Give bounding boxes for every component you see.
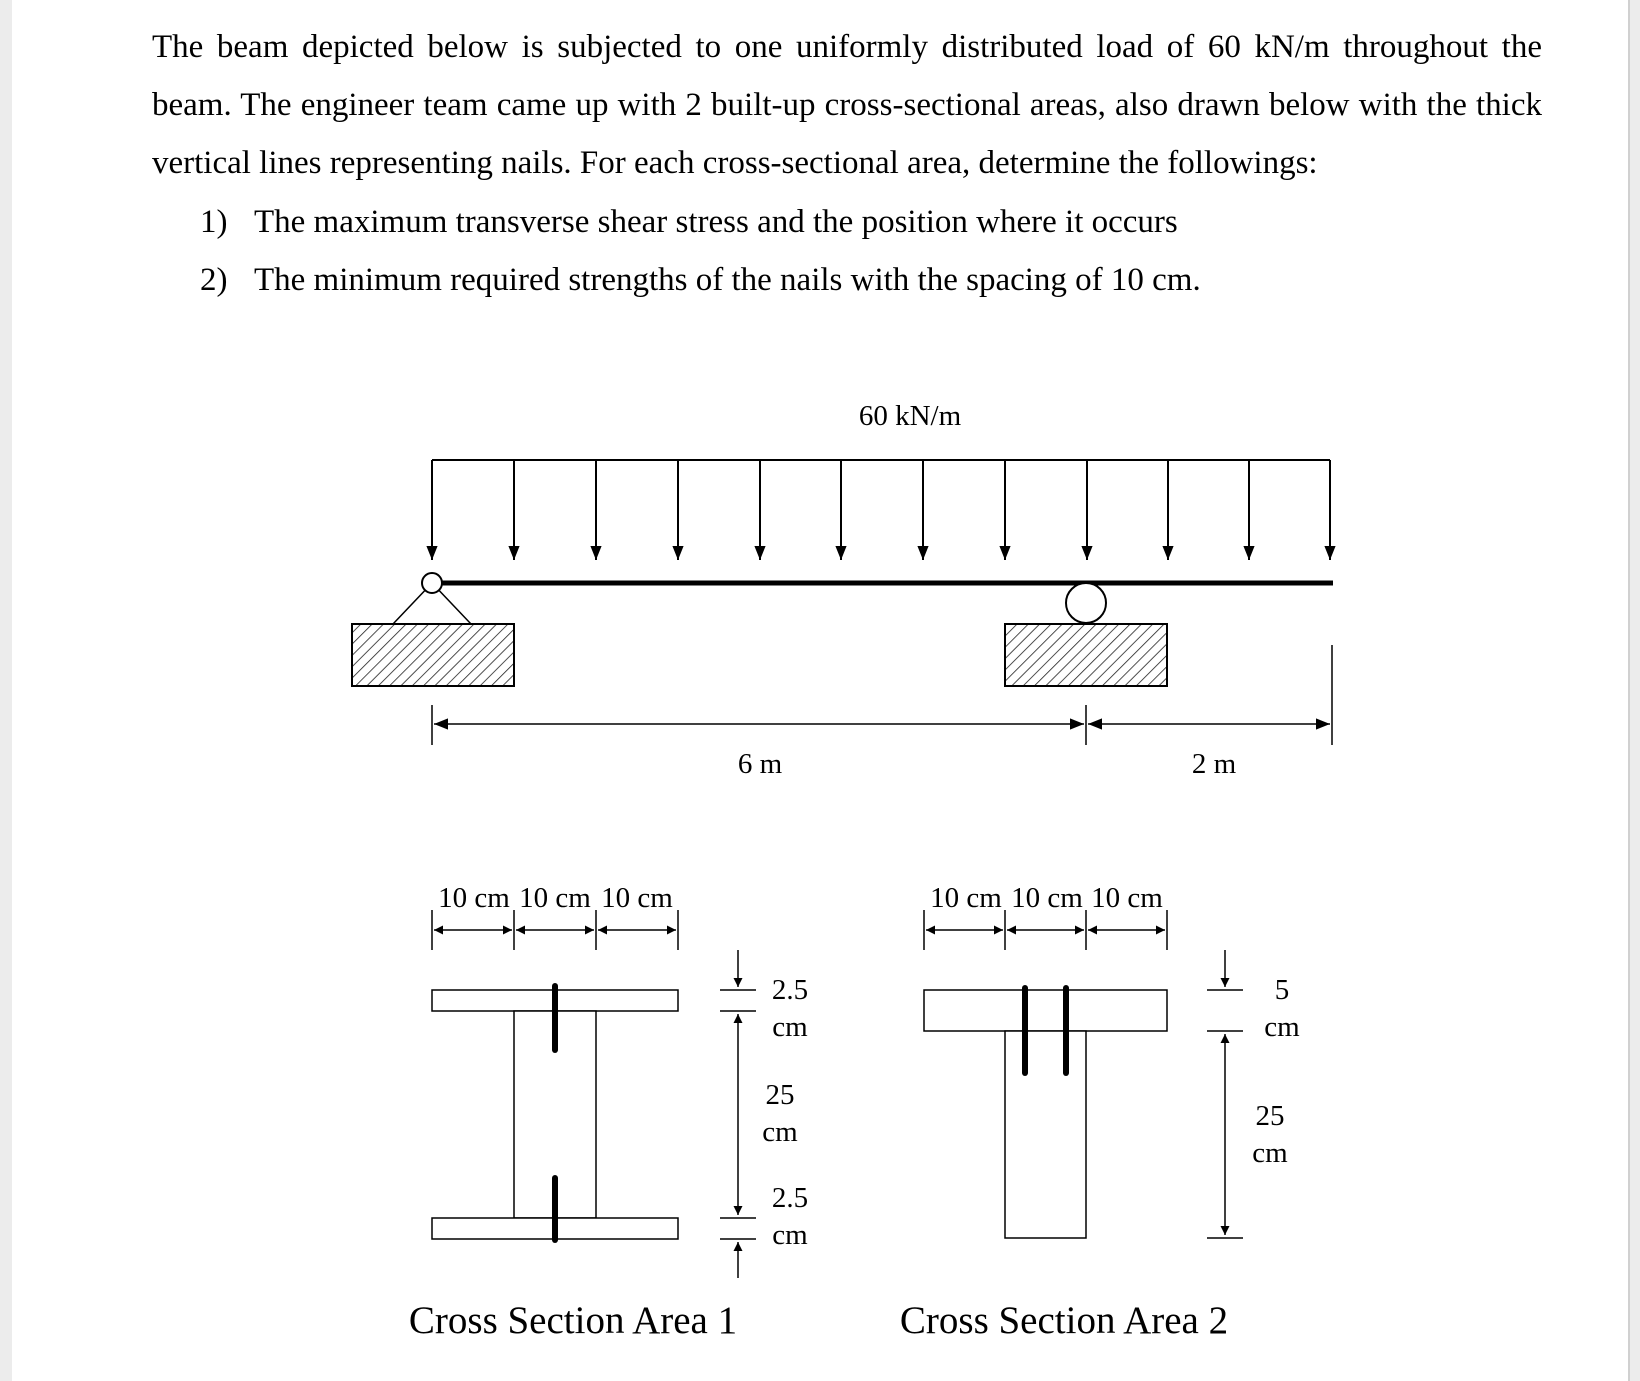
span-dimensions: [432, 645, 1332, 745]
dim-value: 25: [1255, 1100, 1285, 1132]
section-caption: Cross Section Area 2: [899, 1299, 1229, 1342]
dim-unit: cm: [1264, 1011, 1300, 1043]
width-label: 10 cm: [930, 882, 1002, 914]
pin-support: [352, 573, 514, 686]
dim-value: 2.5: [771, 1182, 809, 1214]
cross-section-2: [900, 882, 1300, 1342]
beam-diagram: [352, 400, 1333, 780]
width-label: 10 cm: [438, 882, 510, 914]
list-number: 2): [200, 262, 228, 298]
flange: [924, 990, 1167, 1031]
height-dimensions: [1207, 950, 1243, 1238]
dim-unit: cm: [772, 1011, 808, 1043]
web: [1005, 1031, 1086, 1238]
width-label: 10 cm: [1091, 882, 1163, 914]
dim-unit: cm: [772, 1219, 808, 1251]
list-text: The maximum transverse shear stress and the position where it occurs: [254, 204, 1178, 240]
distributed-load: [432, 460, 1330, 560]
ground-block: [352, 624, 514, 686]
dim-value: 5: [1274, 974, 1290, 1006]
roller-support: [1005, 583, 1167, 686]
section-caption: Cross Section Area 1: [408, 1299, 738, 1342]
width-dimensions: [924, 910, 1167, 950]
span-label: 6 m: [737, 748, 783, 780]
width-label: 10 cm: [519, 882, 591, 914]
dim-unit: cm: [762, 1116, 798, 1148]
cross-section-1: [409, 882, 808, 1342]
list-number: 1): [200, 204, 228, 240]
dim-value: 25: [765, 1079, 795, 1111]
ground-block: [1005, 624, 1167, 686]
dim-unit: cm: [1252, 1137, 1288, 1169]
width-label: 10 cm: [601, 882, 673, 914]
width-dimensions: [432, 910, 678, 950]
width-label: 10 cm: [1011, 882, 1083, 914]
dim-value: 2.5: [771, 974, 809, 1006]
problem-statement: The beam depicted below is subjected to one uniformly distributed load of 60 kN/m throughout the beam. The engineer team came up with 2 built-up cross-sectional areas, also drawn below with the thick vertical lines representing nails. For each cross-sectional area, determine the followings:: [152, 29, 1542, 181]
list-text: The minimum required strengths of the nails with the spacing of 10 cm.: [254, 262, 1201, 298]
load-label: 60 kN/m: [858, 400, 962, 432]
overhang-label: 2 m: [1191, 748, 1237, 780]
height-dimensions: [720, 950, 756, 1278]
